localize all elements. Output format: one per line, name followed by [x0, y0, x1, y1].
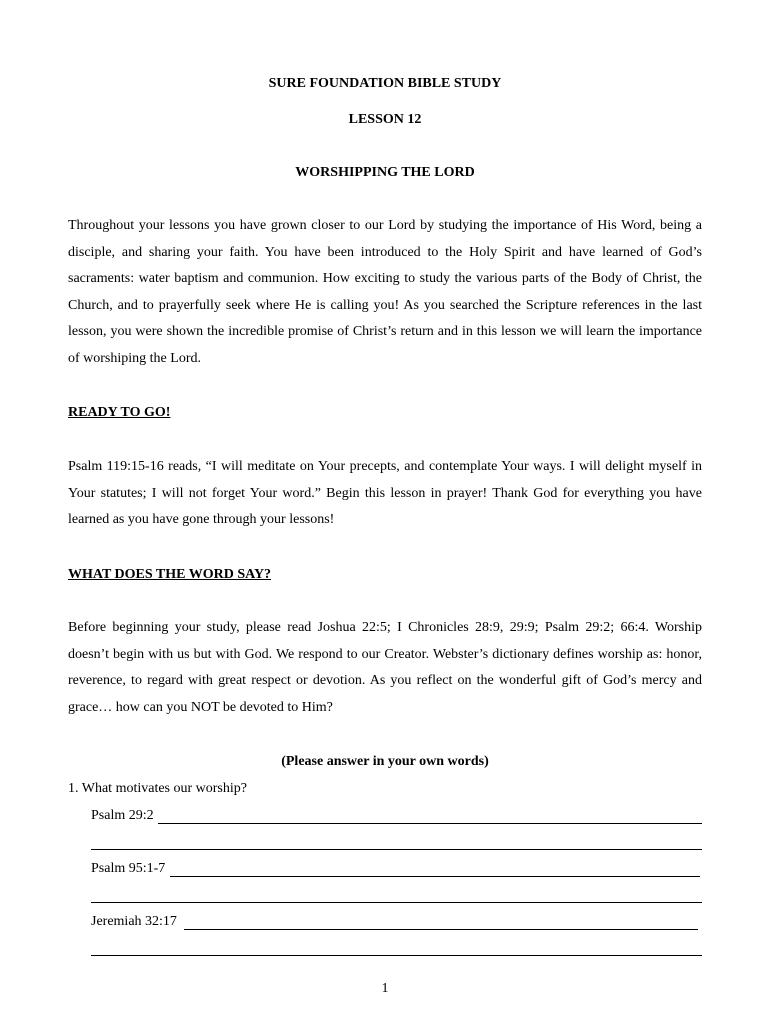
answer-line[interactable] — [91, 849, 702, 850]
scripture-ref-label: Psalm 29:2 — [91, 808, 154, 823]
answer-line[interactable] — [158, 823, 702, 824]
answer-line[interactable] — [91, 902, 702, 903]
answer-line[interactable] — [170, 876, 700, 877]
answer-line[interactable] — [91, 955, 702, 956]
answer-line[interactable] — [184, 929, 698, 930]
lesson-title: WORSHIPPING THE LORD — [295, 165, 475, 180]
scripture-ref-label: Psalm 95:1-7 — [91, 861, 166, 876]
document-title: SURE FOUNDATION BIBLE STUDY — [268, 76, 502, 91]
intro-paragraph: Throughout your lessons you have grown closer to our Lord by studying the importance of His Word, being a disciple, and sharing your faith. You have been introduced to the Holy Spirit and have learned of God’s sacraments: water baptism and communion. How exciting to study the various parts of the Body of Christ, the Church, and to prayerfully seek where He is calling you! As you searched the Scripture references in the last lesson, you were shown the incredible promise of Christ’s return and in this lesson we will learn the importance of worshiping the Lord. — [68, 218, 702, 366]
answer-instruction: (Please answer in your own words) — [281, 754, 489, 769]
lesson-number: LESSON 12 — [348, 112, 422, 127]
ready-paragraph: Psalm 119:15-16 reads, “I will meditate on Your precepts, and contemplate Your ways. I will delight myself in Your statutes; I will not forget Your word.” Begin this lesson in prayer! Thank God for everything you have learned as you have gone through your lessons! — [68, 459, 702, 528]
ready-heading: READY TO GO! — [68, 405, 171, 420]
scripture-ref-label: Jeremiah 32:17 — [91, 914, 177, 929]
page-number: 1 — [381, 981, 389, 996]
question-1: 1. What motivates our worship? — [68, 781, 247, 796]
word-heading: WHAT DOES THE WORD SAY? — [68, 567, 272, 582]
word-paragraph: Before beginning your study, please read Joshua 22:5; I Chronicles 28:9, 29:9; Psalm 29:2; 66:4. Worship doesn’t begin with us but with God. We respond to our Creator. Webster’s dictionary defines worship as: honor, reverence, to regard with great respect or devotion. As you reflect on the wonderful gift of God’s mercy and grace… how can you NOT be devoted to Him? — [68, 620, 702, 715]
